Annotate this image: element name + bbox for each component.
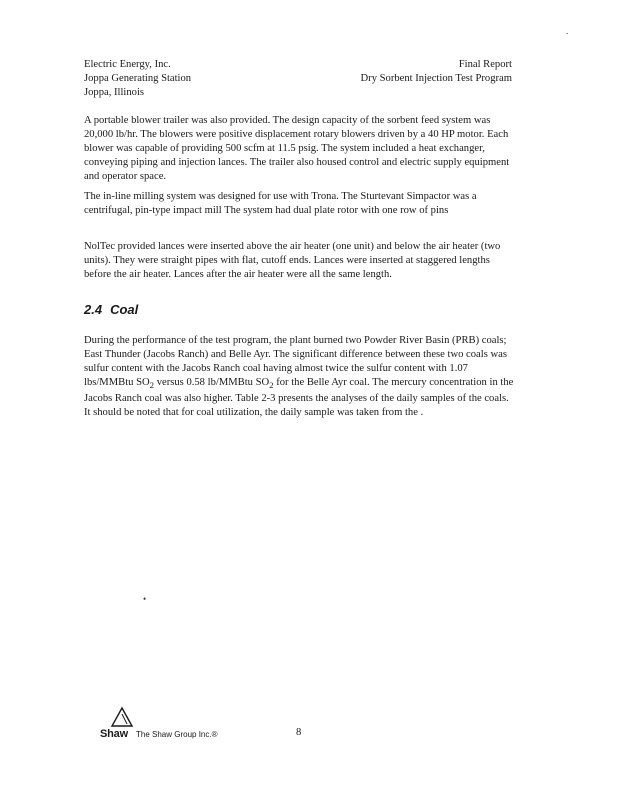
logo-brand: Shaw — [100, 728, 128, 740]
section-heading-coal — [84, 302, 138, 317]
header-station: Joppa Generating Station — [84, 73, 192, 84]
so2-subscript-2: 2 — [269, 380, 274, 391]
stray-mark-mid: • — [143, 594, 147, 604]
page-number: 8 — [296, 727, 302, 738]
coal-text-part2: versus 0.58 lb/MMBtu SO — [154, 377, 270, 388]
paragraph-milling-system: The in-line milling system was designed for use with Trona. The Sturtevant Simpactor was a centrifugal, pin-type impact mill The system had dual plate rotor with one row of pins — [84, 191, 477, 216]
stray-mark-top: . — [566, 26, 569, 36]
paragraph-coal — [84, 334, 514, 420]
section-number: 2.4 — [84, 302, 103, 317]
header-location: Joppa, Illinois — [84, 87, 145, 98]
coal-text-part1: During the performance of the test program, the plant burned two Powder River Basin (PRB) coals; East Thunder (Jacobs Ranch) and Belle Ayr. The significant difference between these two coals was sulfur content with the Jacobs Ranch coal having almost twice the sulfur content with 1.07 lbs/MMBtu SO — [84, 335, 507, 388]
paragraph-lances: NolTec provided lances were inserted above the air heater (one unit) and below the air heater (two units). They were straight pipes with flat, cutoff ends. Lances were inserted at staggered lengths before the air heater. Lances after the air heater were all the same length. — [84, 241, 501, 280]
section-title: Coal — [110, 302, 139, 317]
header-left — [84, 58, 191, 100]
header-right — [361, 58, 512, 86]
logo-subtitle: The Shaw Group Inc.® — [136, 730, 218, 739]
shaw-triangle-icon — [110, 706, 134, 728]
shaw-logo — [100, 706, 240, 742]
header-company: Electric Energy, Inc. — [84, 59, 171, 70]
coal-text-part3: for the Belle Ayr coal. The mercury concentration in the Jacobs Ranch coal was also higher. Table 2-3 presents the analyses of the daily samples of the coals. It should be noted that for coal utilization, the daily sample was taken from the . — [84, 377, 514, 419]
header-report-type: Final Report — [458, 59, 512, 70]
paragraph-blower-trailer: A portable blower trailer was also provided. The design capacity of the sorbent feed system was 20,000 lb/hr. The blowers were positive displacement rotary blowers driven by a 40 HP motor. Each blower was capable of providing 500 scfm at 11.5 psig. The system included a heat exchanger, conveying piping and injection lances. The trailer also housed control and electric supply equipment and operator space. — [84, 115, 510, 182]
header-program-title: Dry Sorbent Injection Test Program — [360, 73, 512, 84]
so2-subscript-1: 2 — [149, 380, 155, 391]
